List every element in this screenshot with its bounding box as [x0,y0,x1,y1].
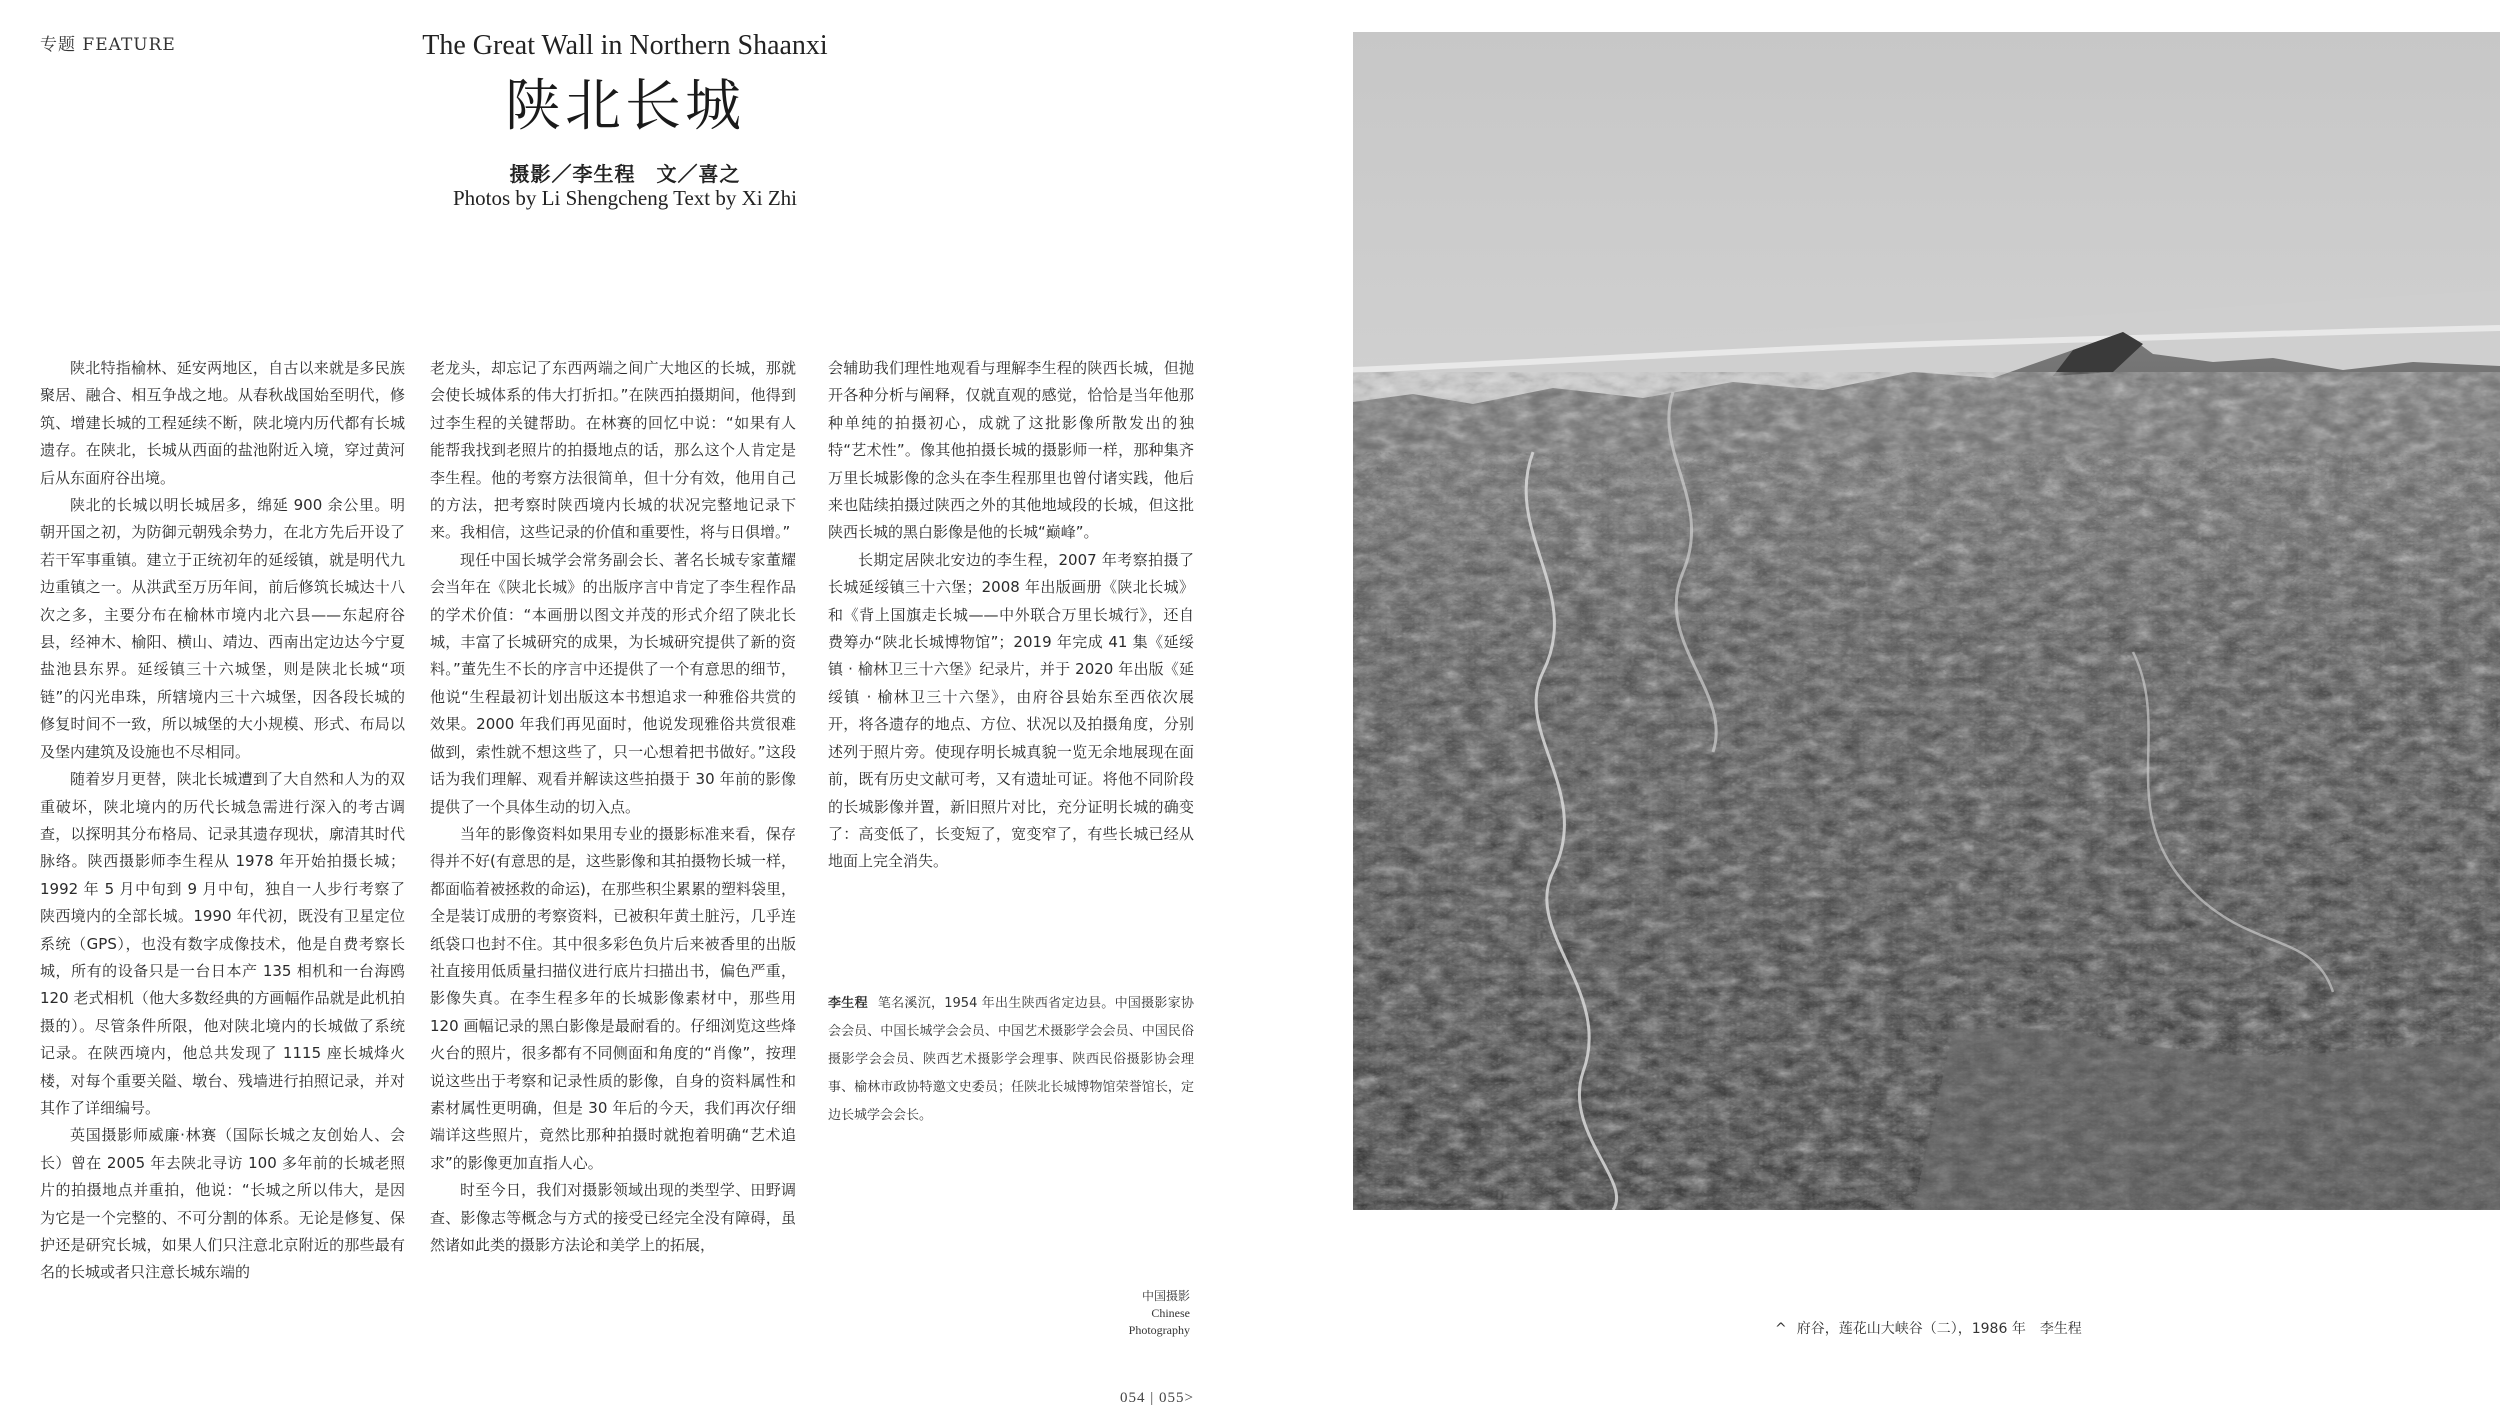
paragraph: 现任中国长城学会常务副会长、著名长城专家董耀会当年在《陕北长城》的出版序言中肯定了李生程作品的学术价值：“本画册以图文并茂的形式介绍了陕北长城，丰富了长城研究的成果，为长城研究提供了新的资料。”董先生不长的序言中还提供了一个有意思的细节，他说“生程最初计划出版这本书想追求一种雅俗共赏的效果。2000 年我们再见面时，他说发现雅俗共赏很难做到，索性就不想这些了，只一心想着把书做好。”这段话为我们理解、观看并解读这些拍摄于 30 年前的影像提供了一个具体生动的切入点。 [430,550,796,816]
paragraph: 随着岁月更替，陕北长城遭到了大自然和人为的双重破坏，陕北境内的历代长城急需进行深入的考古调查，以探明其分布格局、记录其遗存现状，廓清其时代脉络。陕西摄影师李生程从 1978 年开始拍摄长城；1992 年 5 月中旬到 9 月中旬，独自一人步行考察了陕西境内的全部长城。1990 年代初，既没有卫星定位系统（GPS），也没有数字成像技术，他是自费考察长城，所有的设备只是一台日本产 135 相机和一台海鸥 120 老式相机（他大多数经典的方画幅作品就是此机拍摄的）。尽管条件所限，他对陕北境内的长城做了系统记录。在陕西境内，他总共发现了 1115 座长城烽火楼，对每个重要关隘、墩台、残墙进行拍照记录，并对其作了详细编号。 [40,770,405,1117]
bio-name: 李生程 [828,996,868,1011]
magazine-name [1095,1288,1190,1339]
foreground-slope [1913,1028,2500,1210]
photographer-bio [828,990,1194,1130]
credit-english: Photos by Li Shengcheng Text by Xi Zhi [452,186,798,210]
paragraph: 会辅助我们理性地观看与理解李生程的陕西长城，但抛开各种分析与阐释，仅就直观的感觉，恰恰是当年他那种单纯的拍摄初心，成就了这批影像所散发出的独特“艺术性”。像其他拍摄长城的摄影师一样，那种集齐万里长城影像的念头在李生程那里也曾付诸实践，他后来也陆续拍摄过陕西之外的其他地域段的长城，但这批陕西长城的黑白影像是他的长城“巅峰”。 [828,359,1194,542]
title-chinese: 陕北长城 [505,74,745,139]
photo-graphic [1353,32,2500,1210]
paragraph: 时至今日，我们对摄影领域出现的类型学、田野调查、影像志等概念与方式的接受已经完全没有障碍，虽然诸如此类的摄影方法论和美学上的拓展， [430,1181,796,1254]
landscape-photo [1353,32,2500,1210]
paragraph: 老龙头，却忘记了东西两端之间广大地区的长城，那就会使长城体系的伟大打折扣。”在陕西拍摄期间，他得到过李生程的关键帮助。在林赛的回忆中说：“如果有人能帮我找到老照片的拍摄地点的话，那么这个人肯定是李生程。他的考察方法很简单，但十分有效，他用自己的方法，把考察时陕西境内长城的状况完整地记录下来。我相信，这些记录的价值和重要性，将与日俱增。” [430,359,796,542]
magazine-name-zh: 中国摄影 [1141,1289,1190,1303]
article-column-3 [828,355,1194,876]
caption-text: 府谷，莲花山大峡谷（二），1986 年 李生程 [1796,1321,2082,1337]
article-column-2 [430,355,796,1259]
article-column-1 [40,355,405,1287]
section-tag: 专题 FEATURE [40,35,176,55]
page-numbers: 054 | 055> [1120,1390,1194,1406]
photo-caption [1775,1318,2082,1338]
bio-text: 笔名溪沉，1954 年出生陕西省定边县。中国摄影家协会会员、中国长城学会会员、中国艺术摄影学会会员、中国民俗摄影学会会员、陕西艺术摄影学会理事、陕西民俗摄影协会理事、榆林市政协特邀文史委员；任陕北长城博物馆荣誉馆长，定边长城学会会长。 [828,996,1194,1123]
credit-chinese: 摄影／李生程 文／喜之 [509,162,741,186]
magazine-name-en-2: Photography [1128,1323,1190,1337]
title-english: The Great Wall in Northern Shaanxi [422,30,828,61]
paragraph: 陕北的长城以明长城居多，绵延 900 余公里。明朝开国之初，为防御元朝残余势力，在北方先后开设了若干军事重镇。建立于正统初年的延绥镇，就是明代九边重镇之一。从洪武至万历年间，前后修筑长城达十八次之多，主要分布在榆林市境内北六县——东起府谷县，经神木、榆阳、横山、靖边、西南出定边达今宁夏盐池县东界。延绥镇三十六城堡，则是陕北长城“项链”的闪光串珠，所辖境内三十六城堡，因各段长城的修复时间不一致，所以城堡的大小规模、形式、布局以及堡内建筑及设施也不尽相同。 [40,496,405,761]
caption-arrow-icon: ^ [1775,1321,1787,1337]
magazine-name-en-1: Chinese [1151,1306,1190,1320]
paragraph: 长期定居陕北安边的李生程，2007 年考察拍摄了长城延绥镇三十六堡；2008 年出版画册《陕北长城》和《背上国旗走长城——中外联合万里长城行》，还自费筹办“陕北长城博物馆”；2019 年完成 41 集《延绥镇 · 榆林卫三十六堡》纪录片，并于 2020 年出版《延绥镇 · 榆林卫三十六堡》，由府谷县始东至西依次展开，将各遗存的地点、方位、状况以及拍摄角度，分别述列于照片旁。使现存明长城真貌一览无余地展现在面前，既有历史文献可考，又有遗址可证。将他不同阶段的长城影像并置，新旧照片对比，充分证明长城的确变了：高变低了，长变短了，宽变窄了，有些长城已经从地面上完全消失。 [828,550,1194,871]
paragraph: 英国摄影师威廉·林赛（国际长城之友创始人、会长）曾在 2005 年去陕北寻访 100 多年前的长城老照片的拍摄地点并重拍，他说：“长城之所以伟大，是因为它是一个完整的、不可分割的体系。无论是修复、保护还是研究长城，如果人们只注意北京附近的那些最有名的长城或者只注意长城东端的 [40,1126,405,1282]
paragraph: 当年的影像资料如果用专业的摄影标准来看，保存得并不好(有意思的是，这些影像和其拍摄物长城一样，都面临着被拯救的命运)，在那些积尘累累的塑料袋里，全是装订成册的考察资料，已被积年黄土脏污，几乎连纸袋口也封不住。其中很多彩色负片后来被香里的出版社直接用低质量扫描仪进行底片扫描出书，偏色严重，影像失真。在李生程多年的长城影像素材中，那些用 120 画幅记录的黑白影像是最耐看的。仔细浏览这些烽火台的照片，很多都有不同侧面和角度的“肖像”，按理说这些出于考察和记录性质的影像，自身的资料属性和素材属性更明确，但是 30 年后的今天，我们再次仔细端详这些照片，竟然比那种拍摄时就抱着明确“艺术追求”的影像更加直指人心。 [430,824,796,1172]
paragraph: 陕北特指榆林、延安两地区，自古以来就是多民族聚居、融合、相互争战之地。从春秋战国始至明代，修筑、增建长城的工程延续不断，陕北境内历代都有长城遗存。在陕北，长城从西面的盐池附近入境，穿过黄河后从东面府谷出境。 [40,359,405,487]
